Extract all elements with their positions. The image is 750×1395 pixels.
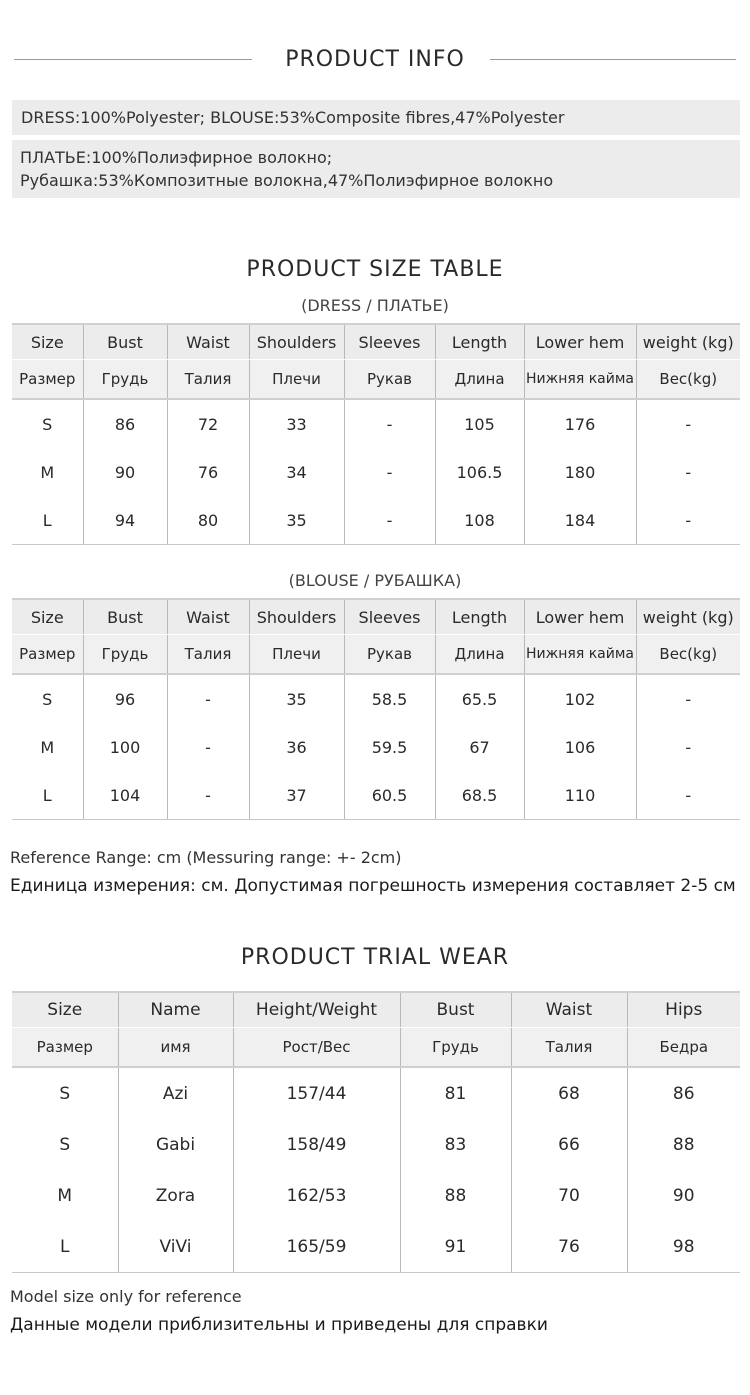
trial-table-cell: 88 [400,1170,511,1221]
blouse-table-cell: 59.5 [344,723,435,771]
blouse-header-row-ru [12,635,740,675]
dress-header-ru-label: Нижняя кайма [526,370,634,387]
dress-table-cell: 90 [83,448,167,496]
dress-header-en-cell: Size [12,324,83,360]
dress-table-cell: 184 [524,496,636,545]
trial-wear-table [12,991,740,1273]
dress-header-ru-cell: Талия [167,360,249,400]
blouse-header-ru-cell: Размер [12,635,83,675]
dress-table-cell: 180 [524,448,636,496]
trial-table-cell: 83 [400,1119,511,1170]
material-info-en [12,100,740,135]
dress-header-row-ru [12,360,740,400]
dress-header-ru-cell: Размер [12,360,83,400]
blouse-table-cell: 100 [83,723,167,771]
blouse-table-cell: 67 [435,723,524,771]
blouse-table-cell: 35 [249,674,344,723]
trial-header-row-ru [12,1028,740,1068]
trial-header-ru-cell: Бедра [627,1028,740,1068]
blouse-header-row-en [12,599,740,635]
blouse-table-cell: - [636,723,740,771]
trial-table-cell: Gabi [118,1119,233,1170]
blouse-header-en-cell: Lower hem [524,599,636,635]
blouse-header-ru-cell: Длина [435,635,524,675]
size-table-title: PRODUCT SIZE TABLE [246,257,504,282]
trial-header-en-cell: Waist [511,992,627,1028]
blouse-header-ru-cell: Грудь [83,635,167,675]
blouse-table-cell: 60.5 [344,771,435,820]
trial-table-cell: 68 [511,1067,627,1119]
dress-table-cell: 106.5 [435,448,524,496]
blouse-table-cell: - [167,771,249,820]
dress-header-ru-cell: Вес(kg) [636,360,740,400]
blouse-table-cell: 37 [249,771,344,820]
dress-table-row [12,496,740,545]
dress-header-ru-cell: Грудь [83,360,167,400]
blouse-table-cell: 58.5 [344,674,435,723]
blouse-table-cell: 65.5 [435,674,524,723]
blouse-table-row [12,723,740,771]
blouse-header-en-cell: weight (kg) [636,599,740,635]
dress-table-cell: 105 [435,399,524,448]
trial-table-cell: 76 [511,1221,627,1273]
dress-table-cell: M [12,448,83,496]
trial-table-cell: 162/53 [233,1170,400,1221]
blouse-table-cell: 110 [524,771,636,820]
blouse-table-cell: S [12,674,83,723]
blouse-header-en-cell: Length [435,599,524,635]
trial-header-ru-cell: Размер [12,1028,118,1068]
blouse-header-en-cell: Waist [167,599,249,635]
trial-table-cell: 98 [627,1221,740,1273]
blouse-header-ru-cell: Талия [167,635,249,675]
trial-table-cell: 81 [400,1067,511,1119]
trial-table-cell: ViVi [118,1221,233,1273]
dress-table-cell: - [344,496,435,545]
trial-header-ru-cell: Талия [511,1028,627,1068]
trial-table-cell: 88 [627,1119,740,1170]
trial-header-ru-cell: имя [118,1028,233,1068]
blouse-header-ru-cell: Рукав [344,635,435,675]
blouse-header-ru-label: Нижняя кайма [526,645,634,662]
dress-header-ru-cell: Длина [435,360,524,400]
dress-table-cell: 80 [167,496,249,545]
trial-table-cell: Azi [118,1067,233,1119]
dress-table-cell: S [12,399,83,448]
dress-table-cell: 176 [524,399,636,448]
product-info-title: PRODUCT INFO [285,47,465,72]
dress-table-cell: - [344,448,435,496]
blouse-table-cell: - [167,674,249,723]
trial-table-row [12,1170,740,1221]
blouse-table-cell: 68.5 [435,771,524,820]
trial-table-cell: S [12,1067,118,1119]
blouse-table-cell: 102 [524,674,636,723]
trial-header-en-cell: Size [12,992,118,1028]
blouse-header-ru-cell [524,635,636,675]
trial-table-cell: M [12,1170,118,1221]
divider-right [490,59,736,60]
blouse-caption: (BLOUSE / РУБАШКА) [288,571,462,590]
dress-header-en-cell: Shoulders [249,324,344,360]
blouse-table-cell: 106 [524,723,636,771]
blouse-table-cell: M [12,723,83,771]
dress-table-cell: 108 [435,496,524,545]
blouse-table-cell: 104 [83,771,167,820]
dress-header-ru-cell: Рукав [344,360,435,400]
trial-table-cell: Zora [118,1170,233,1221]
dress-table-cell: 33 [249,399,344,448]
trial-table-cell: S [12,1119,118,1170]
blouse-table-cell: - [636,771,740,820]
dress-header-row-en [12,324,740,360]
trial-table-row [12,1221,740,1273]
blouse-table-cell: - [167,723,249,771]
dress-table-cell: - [636,399,740,448]
dress-table-cell: - [636,496,740,545]
trial-header-en-cell: Hips [627,992,740,1028]
dress-header-en-cell: Bust [83,324,167,360]
trial-table-row [12,1067,740,1119]
dress-table-cell: 72 [167,399,249,448]
trial-table-cell: 157/44 [233,1067,400,1119]
measurement-note-en: Reference Range: cm (Messuring range: +- 2cm) [10,848,402,867]
material-text-ru-1: ПЛАТЬЕ:100%Полиэфирное волокно; [20,148,333,167]
trial-table-row [12,1119,740,1170]
dress-table-cell: 94 [83,496,167,545]
dress-header-en-cell: weight (kg) [636,324,740,360]
blouse-table-row [12,674,740,723]
trial-header-en-cell: Height/Weight [233,992,400,1028]
dress-table-cell: 86 [83,399,167,448]
trial-table-cell: 66 [511,1119,627,1170]
dress-header-ru-cell [524,360,636,400]
trial-table-cell: 91 [400,1221,511,1273]
dress-table-cell: 76 [167,448,249,496]
dress-caption: (DRESS / ПЛАТЬЕ) [301,296,449,315]
blouse-header-en-cell: Sleeves [344,599,435,635]
dress-table-cell: - [344,399,435,448]
blouse-header-ru-cell: Плечи [249,635,344,675]
trial-wear-title: PRODUCT TRIAL WEAR [240,945,510,970]
blouse-header-ru-cell: Вес(kg) [636,635,740,675]
trial-table-cell: 90 [627,1170,740,1221]
blouse-table-cell: - [636,674,740,723]
dress-header-en-cell: Sleeves [344,324,435,360]
measurement-note-ru: Единица измерения: см. Допустимая погрешность измерения составляет 2-5 см [10,876,736,896]
dress-header-en-cell: Waist [167,324,249,360]
blouse-table-cell: L [12,771,83,820]
dress-size-table [12,323,740,545]
dress-header-en-cell: Lower hem [524,324,636,360]
trial-header-ru-cell: Рост/Вес [233,1028,400,1068]
material-info-ru [12,140,740,198]
trial-table-cell: 158/49 [233,1119,400,1170]
dress-table-cell: 35 [249,496,344,545]
material-text-ru-2: Рубашка:53%Композитные волокна,47%Полиэфирное волокно [20,171,554,190]
trial-header-row-en [12,992,740,1028]
blouse-table-row [12,771,740,820]
blouse-table-cell: 96 [83,674,167,723]
model-note-en: Model size only for reference [10,1287,242,1306]
blouse-header-en-cell: Bust [83,599,167,635]
model-note-ru: Данные модели приблизительны и приведены для справки [10,1315,548,1335]
dress-table-cell: L [12,496,83,545]
dress-table-row [12,448,740,496]
trial-table-cell: L [12,1221,118,1273]
trial-header-en-cell: Name [118,992,233,1028]
blouse-header-en-cell: Size [12,599,83,635]
trial-table-cell: 165/59 [233,1221,400,1273]
blouse-header-en-cell: Shoulders [249,599,344,635]
dress-header-en-cell: Length [435,324,524,360]
dress-table-cell: - [636,448,740,496]
trial-header-ru-cell: Грудь [400,1028,511,1068]
dress-table-row [12,399,740,448]
trial-header-en-cell: Bust [400,992,511,1028]
material-text-en: DRESS:100%Polyester; BLOUSE:53%Composite fibres,47%Polyester [21,108,565,127]
dress-header-ru-cell: Плечи [249,360,344,400]
blouse-table-cell: 36 [249,723,344,771]
blouse-size-table [12,598,740,820]
dress-table-cell: 34 [249,448,344,496]
trial-table-cell: 70 [511,1170,627,1221]
trial-table-cell: 86 [627,1067,740,1119]
